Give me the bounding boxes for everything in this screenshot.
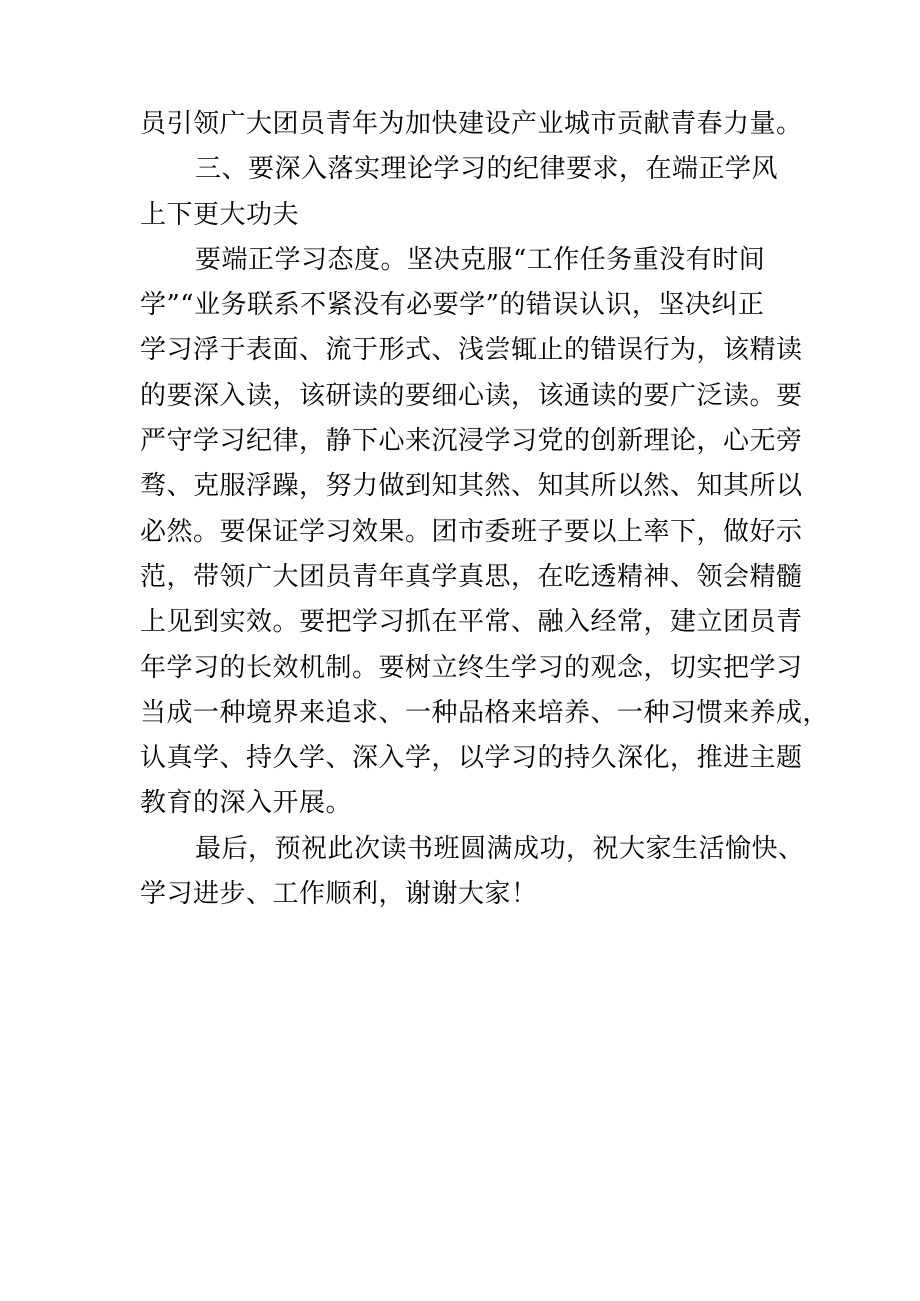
text-line: 教育的深入开展。 bbox=[140, 788, 353, 819]
text-line: 骛、克服浮躁，努力做到知其然、知其所以然、知其所以 bbox=[140, 471, 803, 502]
text-line: 必然。要保证学习效果。团市委班子要以上率下，做好示 bbox=[140, 516, 803, 547]
text-line: 学”“业务联系不紧没有必要学”的错误认识，坚决纠正 bbox=[140, 290, 765, 321]
document-page bbox=[140, 102, 830, 917]
text-line: 员引领广大团员青年为加快建设产业城市贡献青春力量。 bbox=[140, 109, 803, 139]
section-heading-line: 上下更大功夫 bbox=[140, 199, 300, 230]
text-line: 学习浮于表面、流于形式、浅尝辄止的错误行为，该精读 bbox=[140, 335, 803, 366]
text-line: 上见到实效。要把学习抓在平常、融入经常，建立团员青 bbox=[140, 607, 803, 638]
text-line: 当成一种境界来追求、一种品格来培养、一种习惯来养成， bbox=[140, 697, 830, 728]
closing-line: 最后，预祝此次读书班圆满成功，祝大家生活愉快、 bbox=[195, 833, 805, 864]
text-line: 要端正学习态度。坚决克服“工作任务重没有时间 bbox=[195, 244, 766, 275]
section-heading-line: 三、要深入落实理论学习的纪律要求，在端正学风 bbox=[195, 154, 779, 185]
text-line: 认真学、持久学、深入学，以学习的持久深化，推进主题 bbox=[140, 743, 803, 774]
text-line: 严守学习纪律，静下心来沉浸学习党的创新理论，心无旁 bbox=[140, 426, 803, 457]
text-line: 年学习的长效机制。要树立终生学习的观念，切实把学习 bbox=[140, 652, 803, 683]
text-line: 范，带领广大团员青年真学真思，在吃透精神、领会精髓 bbox=[140, 561, 803, 592]
closing-line: 学习进步、工作顺利，谢谢大家！ bbox=[140, 879, 538, 910]
text-line: 的要深入读，该研读的要细心读，该通读的要广泛读。要 bbox=[140, 380, 803, 411]
